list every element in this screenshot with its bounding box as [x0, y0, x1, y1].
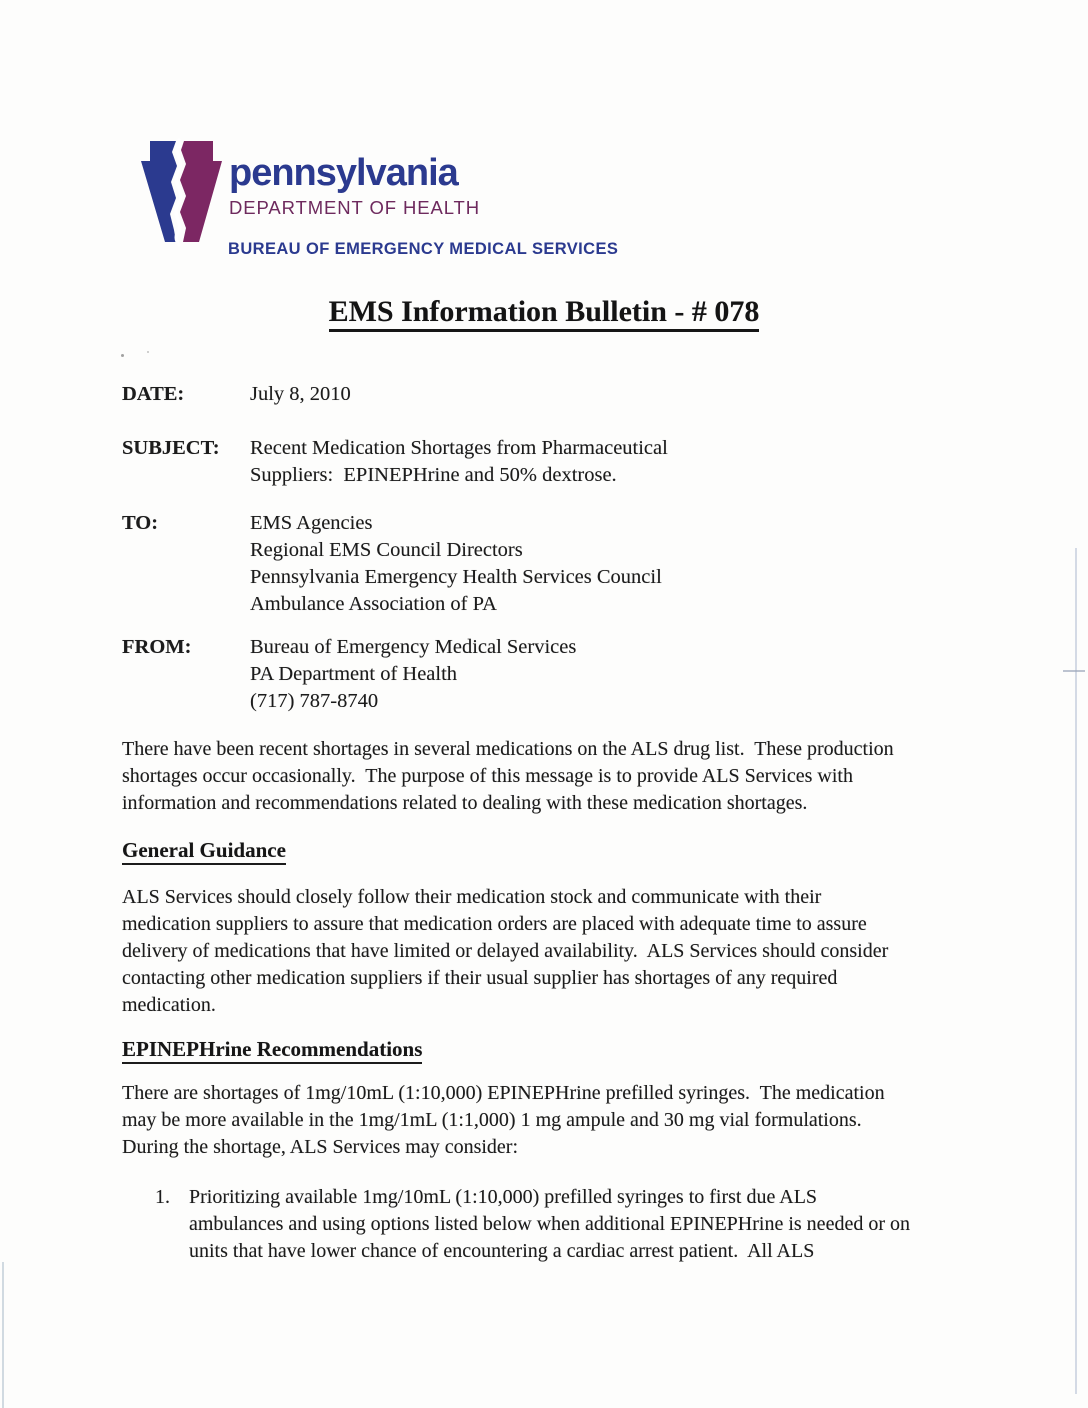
scan-artifact-right-tick — [1063, 670, 1085, 672]
snake-head — [176, 142, 183, 149]
field-from — [122, 634, 576, 715]
section-heading-general-guidance: General Guidance — [122, 838, 286, 863]
keystone-right-half — [180, 141, 222, 242]
epinephrine-paragraph: There are shortages of 1mg/10mL (1:10,000) EPINEPHrine prefilled syringes. The medication may be more available in the 1mg/1mL (1:1,000) 1 mg ampule and 30 mg vial formulations. During the shortage, ALS Services may consider: — [122, 1082, 885, 1158]
bulletin-title: EMS Information Bulletin - # 078 — [0, 295, 1088, 329]
field-date-value: July 8, 2010 — [250, 383, 351, 405]
field-from-label: FROM: — [122, 636, 192, 658]
general-guidance-paragraph: ALS Services should closely follow their medication stock and communicate with their medication suppliers to assure that medication orders are placed with adequate time to assure delivery of medications that have limited or delayed availability. ALS Services should consider contacting other medication suppliers if their usual supplier has shortages of any required medication. — [122, 886, 889, 1016]
logo-department: DEPARTMENT OF HEALTH — [229, 196, 480, 218]
logo-bureau: BUREAU OF EMERGENCY MEDICAL SERVICES — [228, 240, 619, 258]
list-item-1-text: Prioritizing available 1mg/10mL (1:10,000) prefilled syringes to first due ALS ambulances and using options listed below when additional EPINEPHrine is needed or on units that have lower chance of encountering a cardiac arrest patient. All ALS — [189, 1186, 910, 1262]
list-item-1-number: 1. — [155, 1186, 170, 1208]
keystone-left-half — [141, 141, 177, 242]
field-date — [122, 381, 351, 408]
scan-artifact-left-line — [2, 1262, 4, 1408]
field-subject-value: Recent Medication Shortages from Pharmaceutical Suppliers: EPINEPHrine and 50% dextrose. — [250, 437, 668, 486]
logo-wordmark: pennsylvania — [229, 152, 458, 194]
field-subject — [122, 435, 668, 489]
field-to-value: EMS Agencies Regional EMS Council Directors Pennsylvania Emergency Health Services Council Ambulance Association of PA — [250, 512, 662, 615]
scan-artifact-speckle — [121, 354, 124, 357]
scan-artifact-speckle — [147, 351, 149, 353]
field-from-value: Bureau of Emergency Medical Services PA Department of Health (717) 787-8740 — [250, 636, 577, 712]
field-to — [122, 510, 662, 618]
field-date-label: DATE: — [122, 383, 185, 405]
section-heading-epinephrine: EPINEPHrine Recommendations — [122, 1037, 422, 1062]
scan-artifact-right-line — [1075, 548, 1077, 1394]
list-item-1 — [155, 1184, 910, 1265]
intro-paragraph: There have been recent shortages in several medications on the ALS drug list. These production shortages occur occasionally. The purpose of this message is to provide ALS Services with information and recommendations related to dealing with these medication shortages. — [122, 738, 894, 814]
logo-text-block — [229, 154, 480, 219]
pa-keystone-logo-icon — [133, 138, 229, 250]
field-subject-label: SUBJECT: — [122, 437, 220, 459]
asclepius-snake-icon — [176, 140, 181, 245]
field-to-label: TO: — [122, 512, 159, 534]
